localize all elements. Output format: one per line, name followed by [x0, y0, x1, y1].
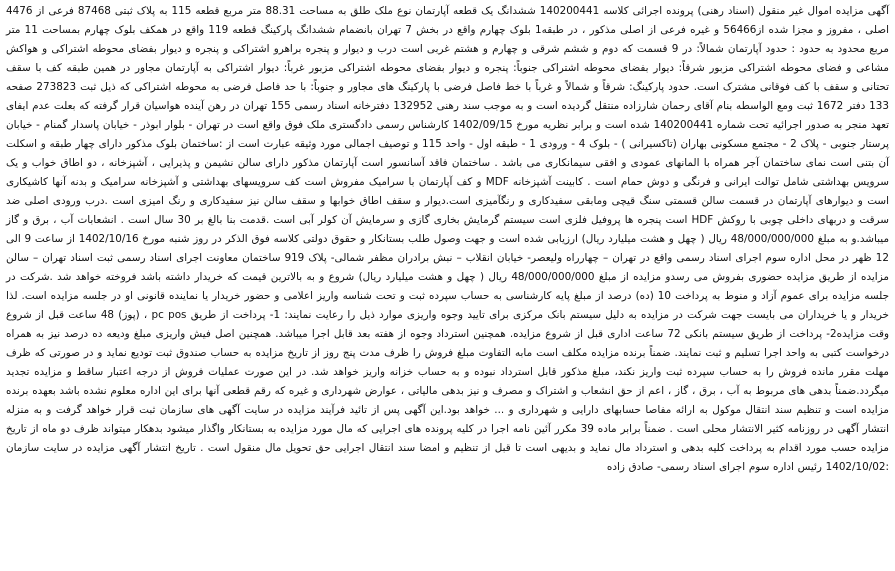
notice-body-text: آگهی مزایده اموال غیر منقول (اسناد رهنی) پرونده اجرائی کلاسه 140200441 ششدانگ یک قطعه آپارتمان نوع ملک طلق به مساحت 88.31 متر مربع قطعه 115 به پلاک ثبتی 87468 فرعی از 4476 اصلی ، مفروز و مجزا شده از56466 و غیره فرعی از اصلی مذکور ، در طبقه1 بلوک چهارم واقع در بخش 7 تهران بانضمام ششدانگ پارکینگ قطعه 119 واقع در همکف بلوک چهارم بمساحت 11 متر مربع محدود به حدود : حدود آپارتمان شمالاً: در 9 قسمت که دوم و ششم شرقی و چهارم و هشتم غربی است درب و دیوار و پنجره براهرو اشتراکی و پنجره و دیوار بفضای محوطه اشتراکی و هواکش مشاعی و فضای محوطه اشتراکی مزبور شرقاً: دیوار بفضای محوطه اشتراکی جنوباً: پنجره و دیوار بفضای محوطه اشتراکی مزبور غرباً: دیوار اشتراکی به آپارتمان مجاور در همین طبقه کف با سقف تحتانی و سقف با کف فوقانی مشترک است. حدود پارکینگ: شرقاً و شمالاً و غرباً با خط فاصل فرضی با پارکینگ های مجاور و جنوباً: با حد فاصل فرضی به محوطه اشتراکی که ذیل ثبت 273823 صفحه 133 دفتر 1672 ثبت ومع الواسطه بنام آقای رحمان شارزاده منتقل گردیده است و به موجب سند رهنی 132952 دفترخانه اسناد رسمی 155 تهران در رهن آینده هواسیان قرار گرفته که بعلت عدم ایفای تعهد منجر به صدور اجرائیه تحت شماره 140200441 شده است و برابر نظریه مورخ 1402/09/15 کارشناس رسمی دادگستری ملک فوق واقع است در تهران - بلوار ابوذر - خیابان پاسدار گمنام - خیابان پرستار جنوبی - پلاک 2 - مجتمع مسکونی بهاران (تاکسیرانی ) - بلوک 4 - ورودی 1 - طبقه اول - واحد 115 و توصیف اجمالی مورد وثیقه عبارت است از :ساختمان بلوک مذکور دارای چهار طبقه و اسکلت آن بتنی است نمای ساختمان آجر همراه با المانهای عمودی و افقی سیمانکاری می باشد . ساختمان فاقد آسانسور است آپارتمان مذکور دارای سالن نشیمن و پذیرایی ، آشپزخانه ، دو اطاق خواب و یک سرویس بهداشتی شامل توالت ایرانی و فرنگی و دوش حمام است . کابینت آشپزخانه MDF و کف آپارتمان با سرامیک مفروش است کف سرویسهای بهداشتی و آشپزخانه سرامیک و بدنه آنها کاشیکاری است و دیوارهای آپارتمان در قسمت سالن قسمتی سنگ قیچی ومابقی سفیدکاری و رنگآمیزی است.دیوار و سقف اطاق خوابها و سقف سالن نیز سفیدکاری و رنگ امیزی است .درب ورودی اصلی ضد سرقت و دربهای داخلی چوبی با روکش HDF است پنجره ها پروفیل فلزی است سیستم گرمایش بخاری گازی و سرمایش آن کولر آبی است .قدمت بنا بالغ بر 30 سال است . انشعابات آب ، برق و گاز میباشد.و به مبلغ 48/000/000/000 ریال ( چهل و هشت میلیارد ریال) ارزیابی شده است و جهت وصول طلب بستانکار و حقوق دولتی کلاسه فوق الذکر در روز شنبه مورخ 1402/10/16 از ساعت 9 الی 12 ظهر در محل اداره سوم اجرای اسناد رسمی واقع در تهران – چهارراه ولیعصر- خیابان انقلاب – نبش برادران مظفر شمالی- پلاک 919 ساختمان معاونت اجرای اسناد رسمی ثبت اسناد تهران – سالن مزایده از طریق مزایده حضوری بفروش می رسدو مزایده از مبلغ 48/000/000/000 ریال ( چهل و هشت میلیارد ریال) شروع و به بالاترین قیمت که خریدار داشته باشد فروخته خواهد شد .شرکت در جلسه مزایده برای عموم آزاد و منوط به پرداخت 10 (ده) درصد از مبلغ پایه کارشناسی به حساب سپرده ثبت و تحت شناسه واریز اعلامی و حضور خریدار یا نماینده قانونی او در جلسه مزایده است. لذا خریدار و یا خریداران می بایست جهت شرکت در مزایده به دلیل سیستم بانک مرکزی برای تایید وجوه واریزی موارد ذیل را رعایت نمایند: 1- پرداخت از طریق pc pos ، (پوز) 48 ساعت قبل از شروع وقت مزایده2- پرداخت از طریق سیستم بانکی 72 ساعت اداری قبل از شروع مزایده. همچنین استرداد وجوه از هفته بعد قابل اجرا میباشد. همچنین اصل فیش واریزی مبلغ ودیعه ده درصد نیز به همراه درخواست کتبی به واحد اجرا تسلیم و ثبت نمایند. ضمناً برنده مزایده مکلف است مابه التفاوت مبلغ فروش را ظرف مدت پنج روز از تاریخ مزایده به حساب صندوق ثبت تودیع نماید و در صورتی که ظرف مهلت مقرر مانده فروش را به حساب سپرده ثبت واریز نکند، مبلغ مذکور قابل استرداد نبوده و به حساب خزانه واریز خواهد شد. در این صورت عملیات فروش از درجه اعتبار ساقط و مزایده تجدید میگردد.ضمناً بدهی های مربوط به آب ، برق ، گاز ، اعم از حق انشعاب و اشتراک و مصرف و نیز بدهی مالیاتی ، عوارض شهرداری و غیره که رقم قطعی آنها برای این اداره معلوم نشده باشد بعهده برنده مزایده است و تنظیم سند انتقال موکول به ارائه مفاصا حسابهای دارایی و شهرداری و ... خواهد بود.این آگهی پس از تائید فرآیند مزایده در سایت آگهی های سازمان ثبت قرار خواهد گرفت و به منزله انتشار آگهی در روزنامه کثیر الانتشار محلی است . ضمناً برابر ماده 39 مکرر آئین نامه اجرا در کلیه پرونده های اجرایی که مال مورد مزایده به بستانکار واگذار میشود بدهکار میتواند ظرف دو ماه از تاریخ مزایده حسب مورد اقدام به پرداخت کلیه بدهی و استرداد مال نماید و بدیهی است تا قبل از تنظیم و امضا سند انتقال اجرایی حق تحویل مال منقول است . تاریخ انتشار آگهی مزایده در سایت سازمان :1402/10/02 رئیس اداره سوم اجرای اسناد رسمی- صادق زاده — [6, 5, 890, 473]
